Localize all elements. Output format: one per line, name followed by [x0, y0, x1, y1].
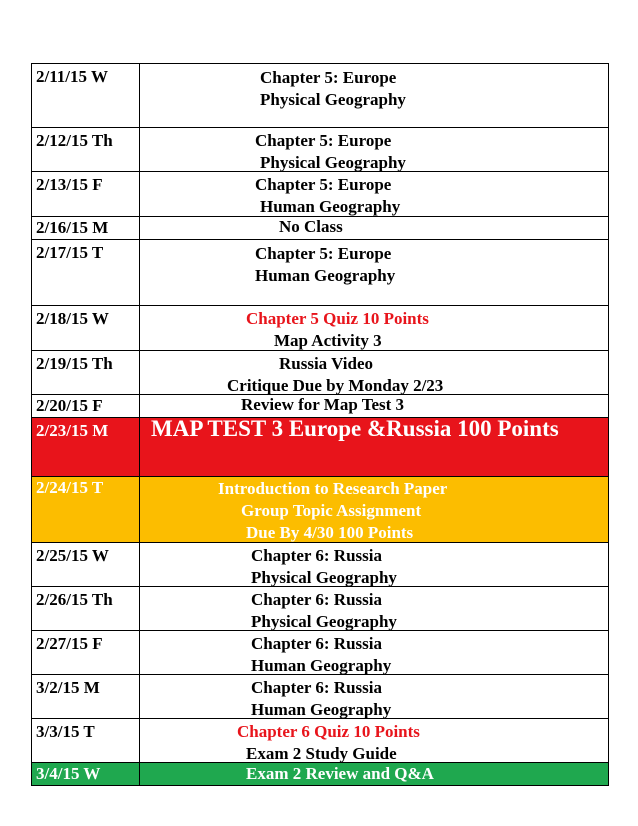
table-row	[32, 128, 609, 172]
review-line: Exam 2 Review and Q&A	[246, 764, 434, 783]
date-cell: 2/12/15 Th	[32, 128, 140, 172]
table-row	[32, 217, 609, 240]
date-cell: 2/25/15 W	[32, 543, 140, 587]
table-row	[32, 719, 609, 763]
content-cell	[140, 631, 609, 675]
content-line: Chapter 6: Russia	[251, 634, 382, 653]
date-cell: 2/27/15 F	[32, 631, 140, 675]
table-row	[32, 763, 609, 786]
content-cell	[140, 675, 609, 719]
content-cell	[140, 128, 609, 172]
content-line: Human Geography	[260, 197, 401, 216]
table-row	[32, 631, 609, 675]
table-row	[32, 418, 609, 477]
content-cell	[140, 306, 609, 351]
content-line: Human Geography	[251, 700, 392, 719]
content-line: Physical Geography	[260, 90, 406, 109]
content-line: Human Geography	[255, 266, 396, 285]
content-line: Exam 2 Study Guide	[246, 744, 397, 763]
content-line: Physical Geography	[251, 568, 397, 587]
date-cell: 3/2/15 M	[32, 675, 140, 719]
content-cell	[140, 719, 609, 763]
content-cell	[140, 477, 609, 543]
table-row	[32, 543, 609, 587]
content-cell	[140, 217, 609, 240]
content-cell	[140, 418, 609, 477]
content-cell	[140, 587, 609, 631]
content-cell	[140, 543, 609, 587]
table-row	[32, 587, 609, 631]
content-cell	[140, 172, 609, 217]
content-line: Physical Geography	[260, 153, 406, 172]
table-row	[32, 172, 609, 217]
content-line: Chapter 5: Europe	[260, 68, 397, 87]
research-line: Introduction to Research Paper	[218, 479, 448, 498]
date-cell: 3/3/15 T	[32, 719, 140, 763]
research-line: Due By 4/30 100 Points	[246, 523, 414, 542]
content-line: Russia Video	[279, 354, 373, 373]
date-cell: 2/13/15 F	[32, 172, 140, 217]
content-line: Map Activity 3	[274, 331, 382, 350]
table-row	[32, 64, 609, 128]
content-line: Chapter 6: Russia	[251, 546, 382, 565]
date-cell: 2/11/15 W	[32, 64, 140, 128]
date-cell: 2/19/15 Th	[32, 351, 140, 395]
content-line: Chapter 6: Russia	[251, 678, 382, 697]
quiz-line: Chapter 6 Quiz 10 Points	[237, 722, 420, 741]
content-line: Chapter 6: Russia	[251, 590, 382, 609]
date-cell: 2/24/15 T	[32, 477, 140, 543]
date-cell: 2/16/15 M	[32, 217, 140, 240]
table-row	[32, 306, 609, 351]
date-cell: 3/4/15 W	[32, 763, 140, 786]
content-line: Human Geography	[251, 656, 392, 675]
content-line: Physical Geography	[251, 612, 397, 631]
content-cell	[140, 763, 609, 786]
content-line: Chapter 5: Europe	[255, 131, 392, 150]
table-row	[32, 675, 609, 719]
date-cell: 2/23/15 M	[32, 418, 140, 477]
date-cell: 2/26/15 Th	[32, 587, 140, 631]
table-row	[32, 351, 609, 395]
content-line: Chapter 5: Europe	[255, 244, 392, 263]
research-line: Group Topic Assignment	[241, 501, 422, 520]
content-cell	[140, 240, 609, 306]
content-line: Critique Due by Monday 2/23	[227, 376, 444, 395]
table-row	[32, 477, 609, 543]
table-row	[32, 395, 609, 418]
content-line: No Class	[279, 217, 343, 236]
content-line: Chapter 5: Europe	[255, 175, 392, 194]
table-row	[32, 240, 609, 306]
content-line: Review for Map Test 3	[241, 395, 405, 414]
map-test-banner: MAP TEST 3 Europe &Russia 100 Points	[151, 416, 559, 441]
date-cell: 2/18/15 W	[32, 306, 140, 351]
content-cell	[140, 395, 609, 418]
schedule-table	[31, 63, 609, 786]
quiz-line: Chapter 5 Quiz 10 Points	[246, 309, 429, 328]
date-cell: 2/17/15 T	[32, 240, 140, 306]
content-cell	[140, 64, 609, 128]
date-cell: 2/20/15 F	[32, 395, 140, 418]
content-cell	[140, 351, 609, 395]
